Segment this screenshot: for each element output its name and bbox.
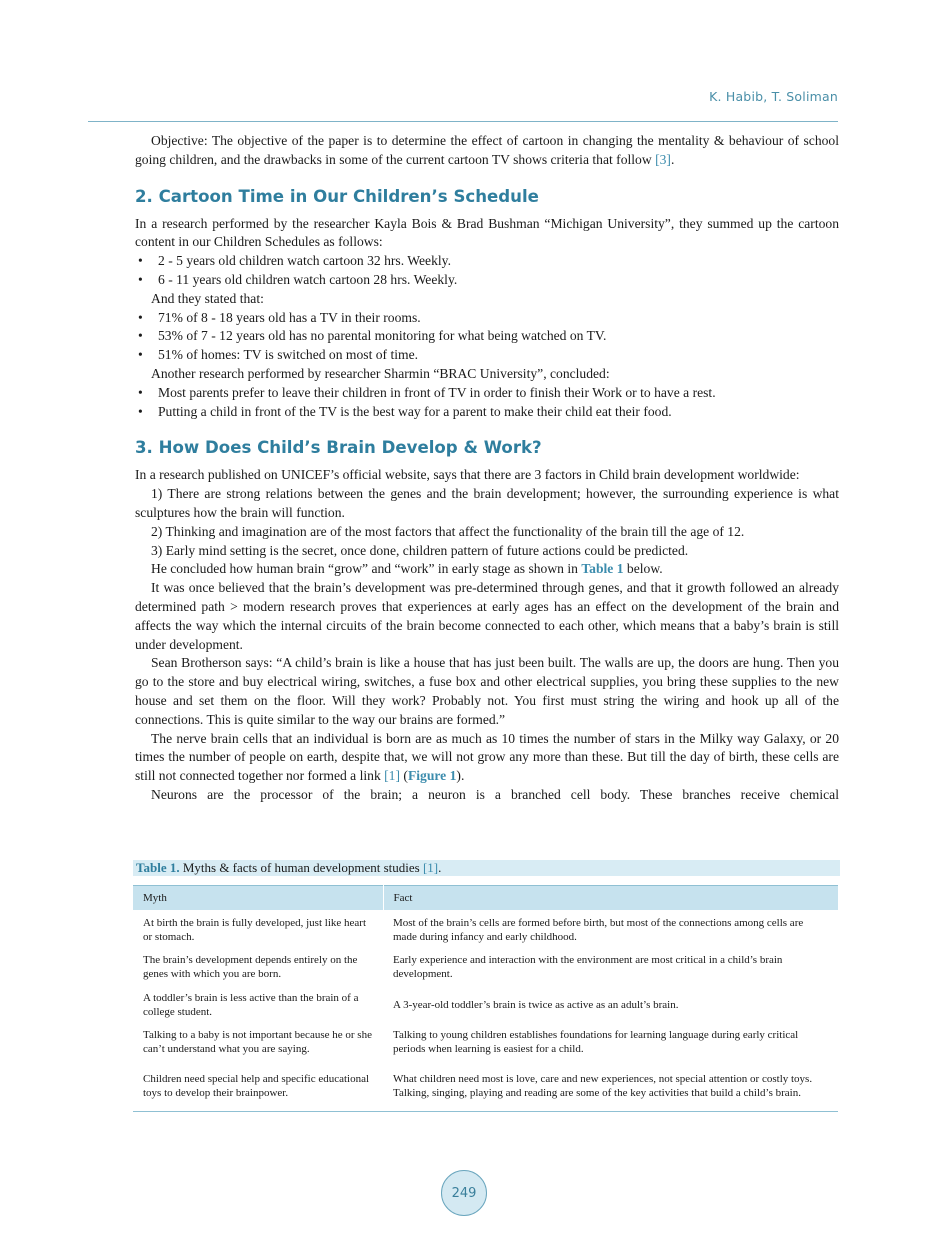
table-1-caption-end: . (438, 860, 442, 875)
list-item (135, 384, 839, 403)
table-1-link[interactable]: Table 1 (581, 561, 624, 577)
bullet-icon: • (138, 328, 143, 344)
section-2-intro: In a research performed by the researcher Kayla Bois & Brad Bushman “Michigan University”, they summed up the cartoon content in our Children Schedules as follows: (135, 215, 839, 250)
section-3-intro: In a research published on UNICEF’s official website, says that there are 3 factors in Child brain development worldwide: (135, 467, 800, 483)
bullet-list-parents (135, 384, 839, 422)
objective-text: Objective: The objective of the paper is to determine the effect of cartoon in changing the mentality & behaviour of school going children, and the drawbacks in some of the current cartoon TV shows criteria that follow (135, 133, 839, 167)
bullet-list-watch-time (135, 252, 839, 290)
bullet-icon: • (138, 253, 143, 269)
list-item (135, 327, 839, 346)
concluded-text: He concluded how human brain “grow” and “work” in early stage as shown in (151, 561, 582, 577)
sean-quote-paragraph: Sean Brotherson says: “A child’s brain is like a house that has just been built. The walls are up, the doors are hung. Then you go to the store and buy electrical wiring, switches, a fuse box and other electrical supplies, you bring these supplies to the new house and set them on the floor. Will they work? Probably not. You first must string the wiring and hook up all of the connections. This is quite similar to the way our brains are formed.” (135, 655, 839, 727)
bullet-icon: • (138, 347, 143, 363)
factor-3-paragraph: 3) Early mind setting is the secret, once done, children pattern of future actions could be predicted. (151, 542, 689, 558)
another-research-line: Another research performed by researcher Sharmin “BRAC University”, concluded: (151, 365, 610, 381)
list-item-text: 71% of 8 - 18 years old has a TV in their rooms. (158, 309, 421, 325)
figure-1-link[interactable]: Figure 1 (407, 768, 457, 784)
nerve-text-end: ). (456, 768, 465, 784)
table-1-caption-ref[interactable]: [1] (422, 860, 439, 875)
bullet-icon: • (138, 384, 143, 400)
list-item (135, 403, 839, 422)
table-1-caption (133, 860, 840, 876)
table-row (133, 1023, 838, 1060)
list-item-text: Most parents prefer to leave their children in front of TV in order to finish their Work or to have a rest. (158, 384, 716, 400)
table-row (133, 1060, 838, 1112)
running-head-authors: K. Habib, T. Soliman (709, 89, 838, 104)
nerve-cells-paragraph (135, 730, 839, 786)
myth-cell: Children need special help and specific educational toys to develop their brainpower. (133, 1060, 383, 1112)
belief-paragraph: It was once believed that the brain’s development was pre-determined through genes, and that it growth followed an already determined path > modern research proves that experiences at early ages has an effect on the development of the brain and affects the way which the internal circuits of the brain become connected to each other, which means that a baby’s brain is still under development. (135, 580, 839, 652)
section-2-heading: 2. Cartoon Time in Our Children’s Schedule (135, 186, 539, 206)
stated-line: And they stated that: (151, 290, 264, 306)
bullet-icon: • (138, 309, 143, 325)
list-item-text: 2 - 5 years old children watch cartoon 32 hrs. Weekly. (158, 253, 451, 269)
fact-cell: Early experience and interaction with the environment are most critical in a child’s brain development. (393, 954, 783, 980)
concluded-text-end: below. (623, 561, 663, 577)
myth-cell: Talking to a baby is not important because he or she can’t understand what you are saying. (143, 1029, 372, 1055)
myth-cell: A toddler’s brain is less active than the brain of a college student. (143, 991, 359, 1018)
table-row (133, 910, 838, 948)
fact-cell: A 3-year-old toddler’s brain is twice as active as an adult’s brain. (393, 998, 679, 1011)
table-row (133, 985, 838, 1023)
table-1-caption-text: Myths & facts of human development studies (179, 860, 423, 875)
table-row (133, 948, 838, 985)
list-item-text: 51% of homes: TV is switched on most of time. (158, 347, 419, 363)
section-3-heading: 3. How Does Child’s Brain Develop & Work? (135, 438, 542, 458)
header-rule (88, 121, 838, 122)
myth-cell: The brain’s development depends entirely on the genes with which you are born. (143, 954, 358, 980)
table-header-row (133, 886, 838, 910)
header-fact: Fact (383, 886, 838, 910)
list-item (135, 309, 839, 328)
myths-facts-table (133, 885, 838, 1112)
nerve-text-mid: ( (400, 768, 408, 784)
bullet-icon: • (138, 271, 143, 287)
factor-1-paragraph: 1) There are strong relations between the genes and the brain development; however, the surrounding experience is what sculptures how the brain will function. (135, 486, 839, 520)
fact-cell: Talking to young children establishes foundations for learning language during early critical periods when learning is easiest for a child. (393, 1029, 799, 1055)
list-item-text: 6 - 11 years old children watch cartoon 28 hrs. Weekly. (158, 271, 458, 287)
fact-cell: Most of the brain’s cells are formed before birth, but most of the connections among cells are made during infancy and early childhood. (393, 916, 804, 943)
list-item (135, 252, 839, 271)
bullet-list-tv-stats (135, 309, 839, 365)
nerve-text: The nerve brain cells that an individual is born are as much as 10 times the number of stars in the Milky way Galaxy, or 20 times the number of people on earth, despite that, we will not grow any more than these. But till the day of birth, these cells are still not connected together nor formed a link (135, 730, 839, 784)
nerve-ref-link[interactable]: [1] (384, 768, 401, 784)
objective-ref-link[interactable]: [3] (655, 151, 671, 167)
page-number: 249 (451, 1185, 477, 1201)
neurons-paragraph: Neurons are the processor of the brain; a neuron is a branched cell body. These branches receive chemical (151, 786, 839, 802)
objective-paragraph (135, 132, 839, 170)
page-number-badge (441, 1170, 487, 1216)
concluded-paragraph (135, 560, 839, 579)
factor-2-paragraph: 2) Thinking and imagination are of the most factors that affect the functionality of the brain till the age of 12. (151, 523, 745, 539)
list-item-text: 53% of 7 - 12 years old has no parental monitoring for what being watched on TV. (158, 328, 607, 344)
myth-cell: At birth the brain is fully developed, just like heart or stomach. (143, 916, 367, 943)
header-myth: Myth (133, 886, 383, 910)
list-item (135, 346, 839, 365)
bullet-icon: • (138, 403, 143, 419)
fact-cell: What children need most is love, care and new experiences, not special attention or costly toys. Talking, singing, playing and reading are some of the key activities that build a child’s brain. (383, 1060, 838, 1112)
objective-end: . (670, 151, 675, 167)
list-item-text: Putting a child in front of the TV is the best way for a parent to make their child eat their food. (158, 403, 672, 419)
table-1-caption-label: Table 1. (136, 860, 180, 875)
list-item (135, 271, 839, 290)
article-body (135, 132, 839, 805)
